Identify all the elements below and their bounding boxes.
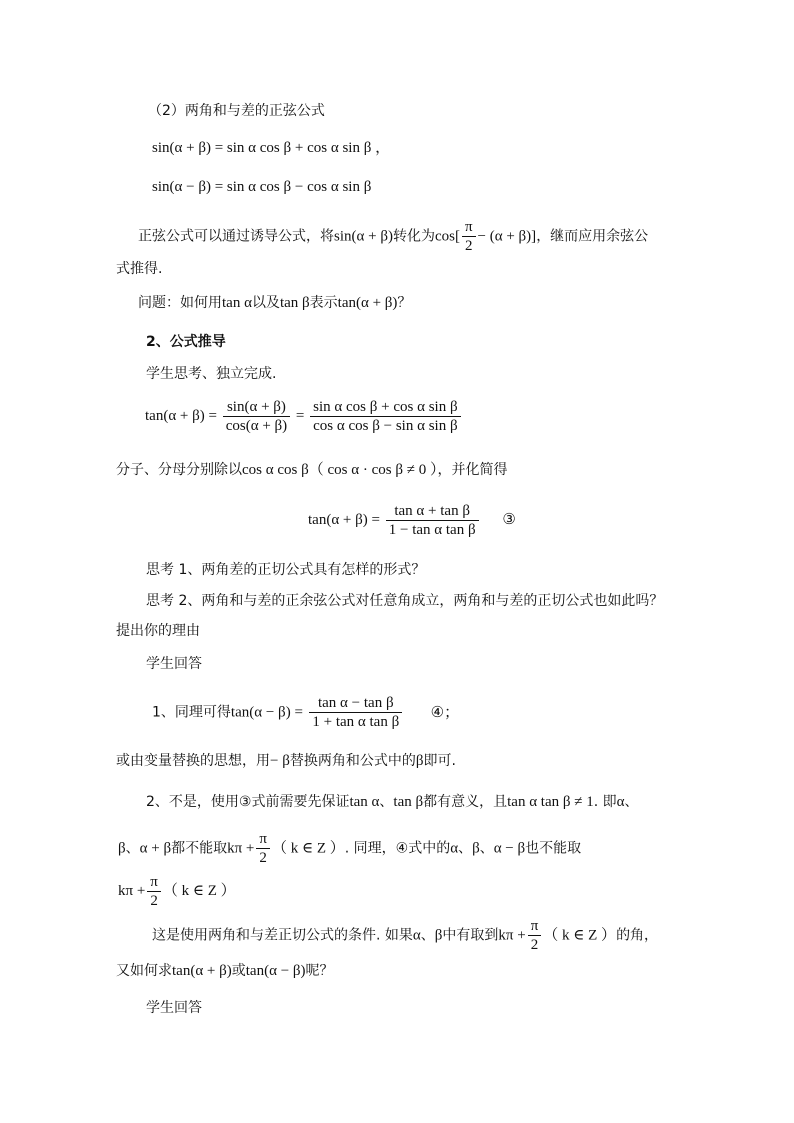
fraction — [462, 218, 476, 255]
math-expr: α — [412, 927, 421, 944]
text: 、 — [379, 794, 394, 810]
think-2-continued: 提出你的理由 — [116, 623, 200, 639]
equation-mark-4: ④； — [430, 704, 460, 721]
condition-line-1 — [152, 917, 658, 954]
text: 也不能取 — [525, 840, 582, 857]
text: 或 — [231, 963, 246, 979]
text: 转化为 — [392, 228, 435, 245]
math-expr: tan α — [222, 295, 252, 311]
math-expr: α — [450, 840, 459, 857]
denominator: 1 + tan α tan β — [312, 714, 400, 730]
text: 分子、分母分别除以 — [116, 462, 242, 478]
students-think: 学生思考、独立完成. — [146, 366, 277, 382]
text: 又如何求 — [116, 963, 172, 979]
fraction — [528, 917, 542, 954]
formula-sin-difference: sin(α − β) = sin α cos β − cos α sin β — [152, 179, 372, 195]
text: 、 — [479, 840, 494, 857]
math-expr: − β — [270, 753, 290, 769]
text: . 同理，④式中的 — [344, 840, 451, 857]
para-sine-derivation — [138, 218, 648, 255]
question-tan-sum — [138, 293, 411, 313]
text: 的角， — [616, 927, 659, 944]
math-expr: α − β — [493, 840, 526, 857]
answer-2-line-2 — [118, 830, 581, 867]
text: 这是使用两角和与差正切公式的条件. 如果 — [152, 927, 413, 944]
numerator: π — [147, 873, 161, 892]
numerator: sin α cos β + cos α sin β — [310, 398, 460, 417]
text: ？ — [397, 295, 412, 311]
math-expr: tan(α + β) — [337, 295, 398, 311]
math-expr: tan α tan β ≠ 1 — [507, 794, 594, 810]
lhs: tan(α + β) = — [145, 407, 217, 424]
formula-tan-sum — [308, 502, 516, 539]
text: 问题：如何用 — [138, 295, 222, 311]
numerator: tan α + tan β — [386, 502, 479, 521]
text: 、 — [125, 840, 140, 857]
numerator: π — [256, 830, 270, 849]
text: 即可. — [423, 753, 456, 769]
math-expr: β — [118, 840, 126, 857]
fraction — [310, 398, 460, 435]
math-expr: β — [472, 840, 480, 857]
section-heading-derivation: 2、公式推导 — [146, 334, 226, 350]
numerator: tan α − tan β — [309, 694, 402, 713]
divide-instruction — [116, 460, 507, 480]
numerator: sin(α + β) — [223, 398, 290, 417]
text: 都有意义，且 — [423, 794, 508, 810]
text: 替换两角和公式中的 — [289, 753, 416, 769]
math-expr: tan α — [349, 794, 380, 810]
text: 、 — [458, 840, 473, 857]
equation-mark-3: ③ — [502, 511, 516, 528]
fraction — [256, 830, 270, 867]
math-expr: cos α cos β — [242, 462, 309, 478]
think-1: 思考 1、两角差的正切公式具有怎样的形式？ — [146, 562, 426, 578]
condition: （ k ∈ Z ） — [543, 927, 617, 944]
denominator: 2 — [150, 893, 158, 909]
text: 、 — [420, 927, 435, 944]
condition: （ cos α · cos β ≠ 0 ） — [308, 462, 438, 478]
answer-2-line-1 — [146, 792, 639, 812]
text: 2、不是，使用③式前需要先保证 — [146, 794, 350, 810]
math-expr: tan(α − β) — [245, 963, 306, 979]
think-2: 思考 2、两角和与差的正余弦公式对任意角成立，两角和与差的正切公式也如此吗？ — [146, 593, 664, 609]
text: 正弦公式可以通过诱导公式，将 — [138, 228, 334, 245]
text: 都不能取 — [171, 840, 228, 857]
text: 、 — [624, 794, 639, 810]
math-expr: tan(α + β) — [172, 963, 232, 979]
text: ，继而应用余弦公 — [536, 228, 649, 245]
text: 1、同理可得 — [152, 704, 231, 721]
denominator: 1 − tan α tan β — [388, 522, 476, 538]
condition: （ k ∈ Z ） — [162, 882, 236, 899]
lhs: tan(α + β) = — [308, 511, 380, 528]
text: 或由变量替换的思想，用 — [116, 753, 270, 769]
denominator: 2 — [530, 937, 539, 953]
students-answer-1: 学生回答 — [146, 656, 202, 672]
answer-1 — [152, 694, 459, 731]
answer-2-line-3 — [118, 873, 236, 910]
condition-line-2 — [116, 961, 334, 981]
fraction — [386, 502, 479, 539]
answer-1-alternative — [116, 751, 456, 771]
math-expr: tan β — [393, 794, 424, 810]
formula-sin-sum: sin(α + β) = sin α cos β + cos α sin β ， — [152, 140, 391, 156]
math-expr: kπ + — [227, 840, 255, 857]
heading-sine-formula: （2）两角和与差的正弦公式 — [148, 103, 325, 119]
text: . 即 — [593, 794, 617, 810]
denominator: 2 — [464, 238, 473, 254]
text: 中有取到 — [442, 927, 499, 944]
denominator: cos(α + β) — [225, 418, 288, 434]
text: ，并化简得 — [437, 462, 508, 478]
math-expr: β — [415, 753, 424, 769]
text: 呢？ — [305, 963, 334, 979]
math-expr: α + β — [139, 840, 172, 857]
fraction — [309, 694, 402, 731]
math-expr: tan β — [279, 295, 310, 311]
students-answer-2: 学生回答 — [146, 1000, 202, 1016]
text: 表示 — [309, 295, 338, 311]
text: 以及 — [251, 295, 280, 311]
denominator: cos α cos β − sin α sin β — [313, 418, 458, 434]
derivation-tan-sum — [145, 398, 463, 435]
math-expr: cos[ — [434, 228, 460, 245]
math-expr: sin(α + β) — [334, 228, 393, 245]
math-expr: α — [616, 794, 625, 810]
equals: = — [295, 407, 305, 424]
para-sine-derivation-end: 式推得. — [116, 261, 163, 277]
condition: （ k ∈ Z ） — [271, 840, 345, 857]
fraction — [223, 398, 290, 435]
fraction — [147, 873, 161, 910]
math-expr: kπ + — [118, 882, 146, 899]
math-expr: β — [434, 927, 443, 944]
lhs: tan(α − β) = — [230, 704, 303, 721]
numerator: π — [528, 917, 542, 936]
math-expr: kπ + — [498, 927, 526, 944]
math-expr: − (α + β)] — [477, 228, 537, 245]
numerator: π — [462, 218, 476, 237]
denominator: 2 — [259, 850, 267, 866]
